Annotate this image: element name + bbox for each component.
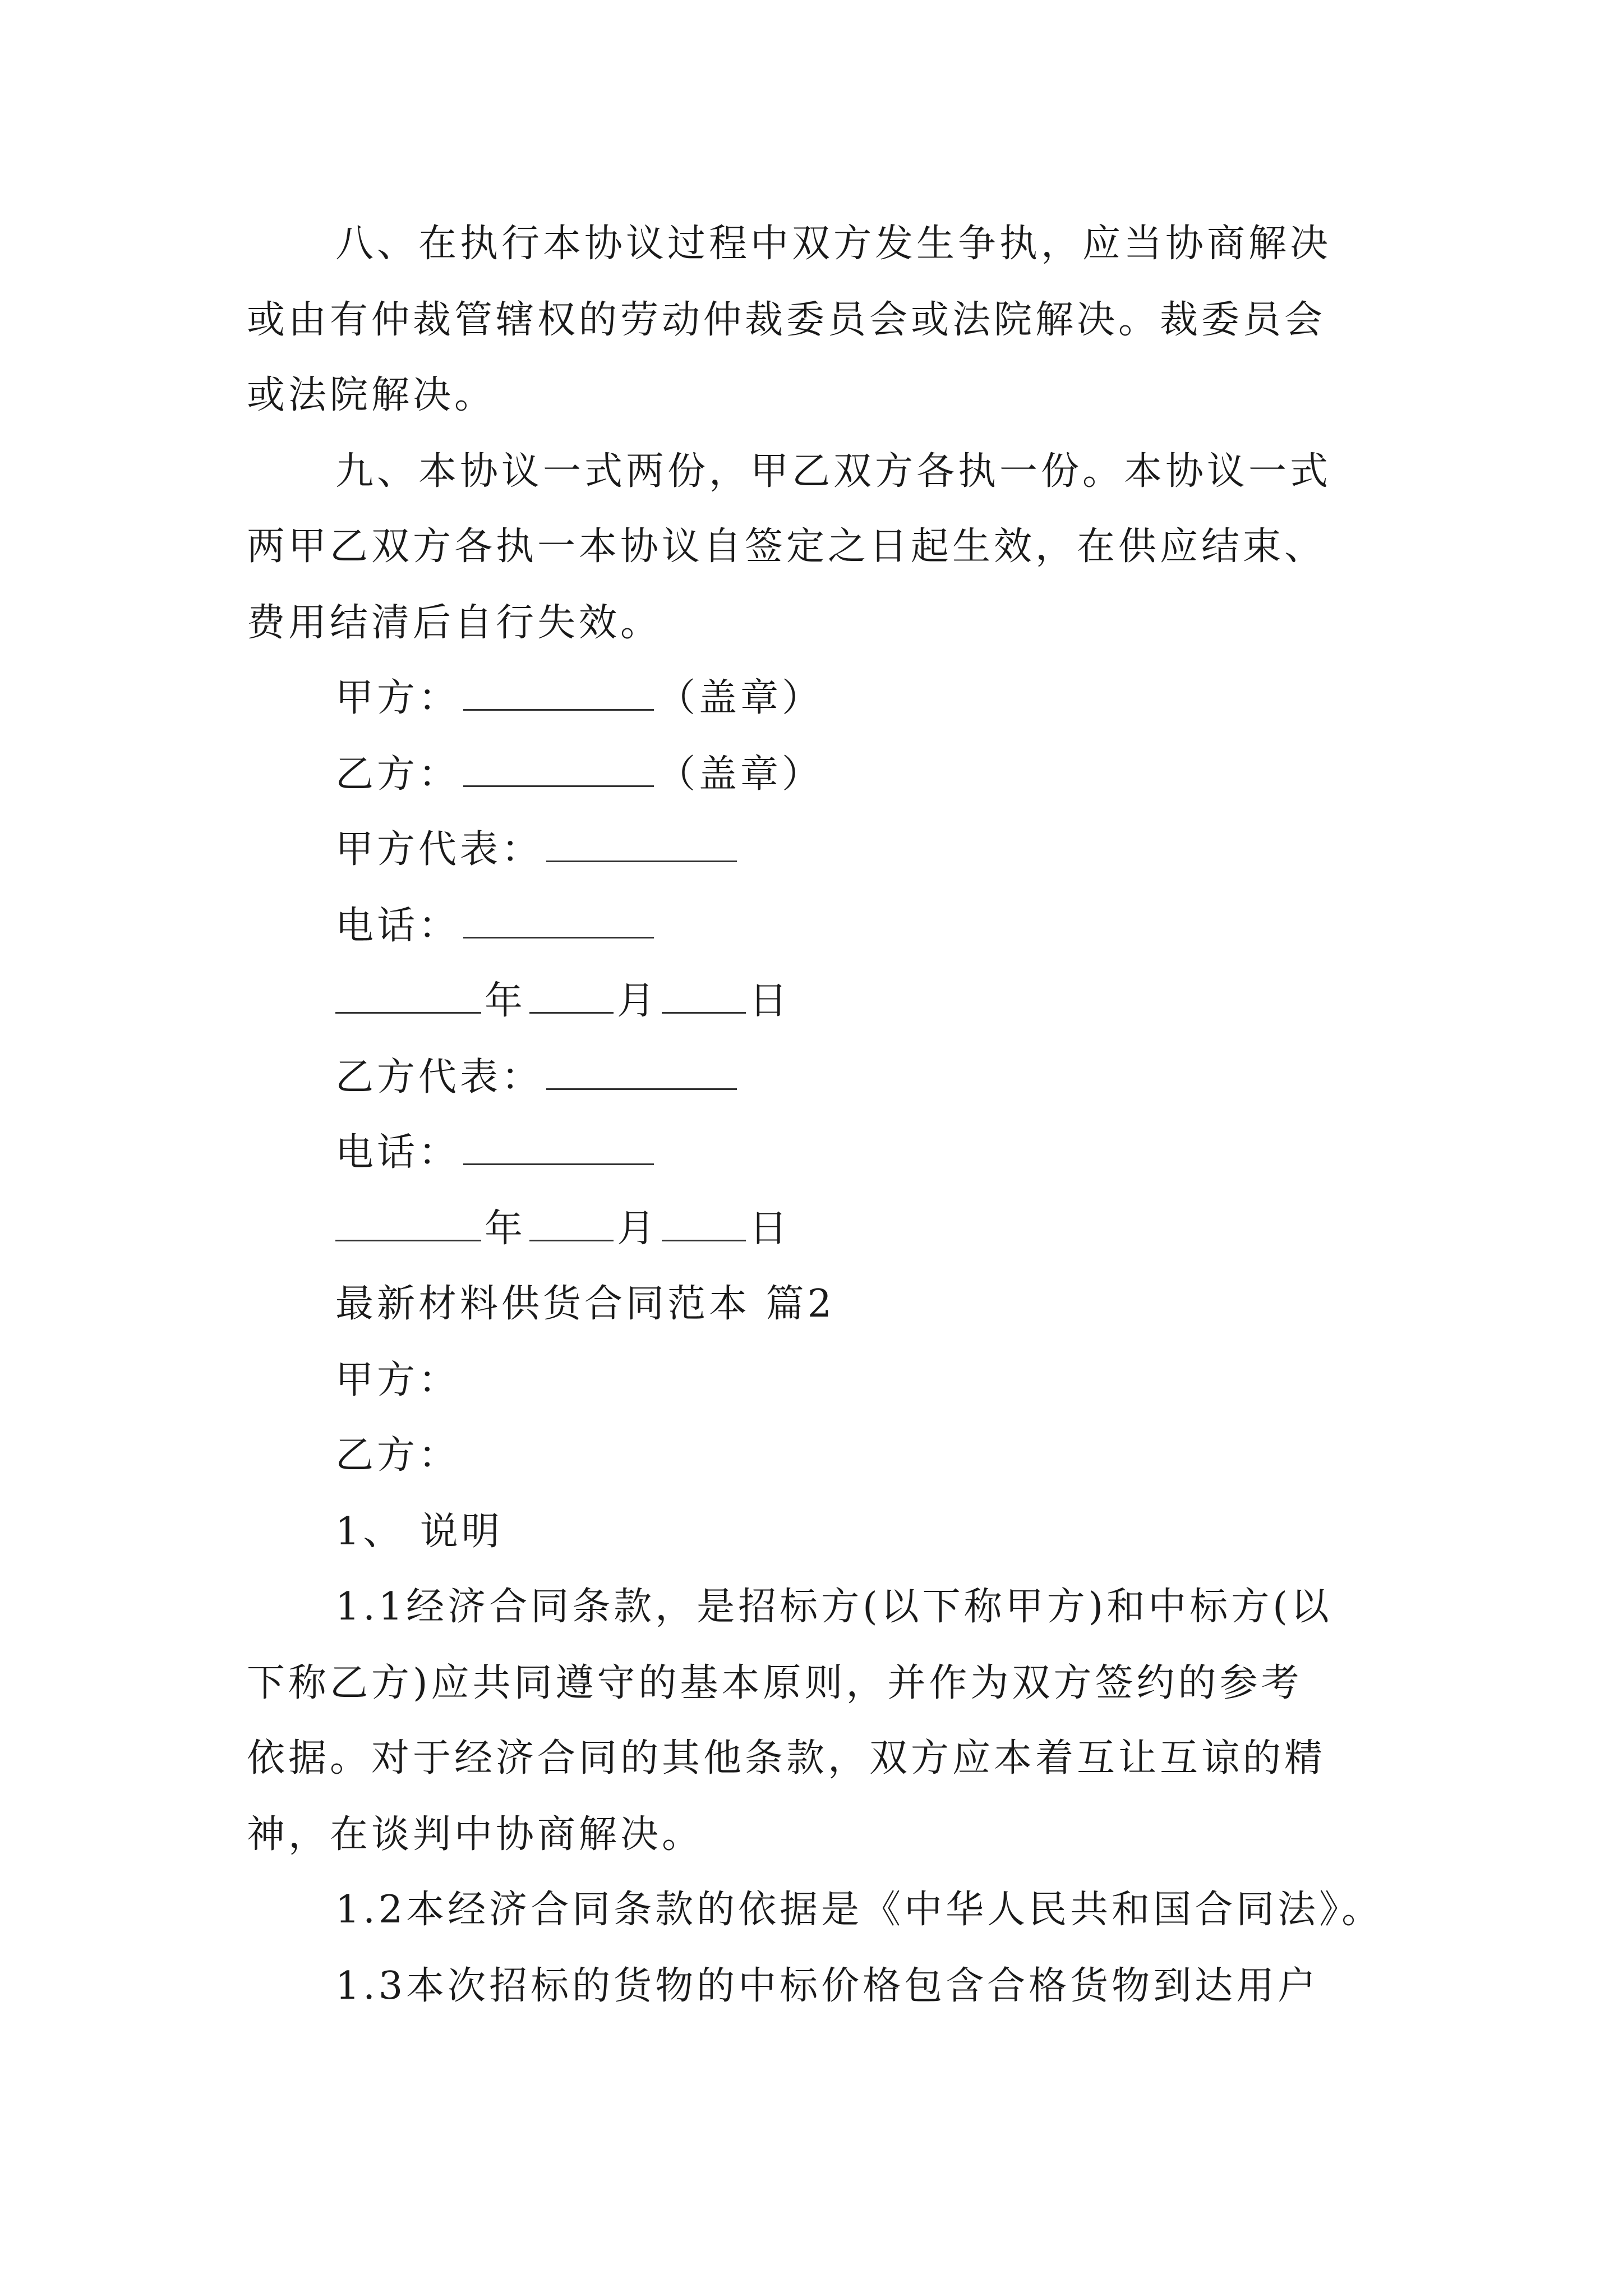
party-a-rep-row: [335, 825, 740, 875]
party-b-rep-row: [335, 1052, 740, 1103]
p11-line1: 1.1经济合同条款，是招标方(以下称甲方)和中标方(以: [335, 1585, 1332, 1629]
section9-line3: 费用结清后自行失效。: [247, 601, 662, 645]
part2-party-b: 乙方：: [335, 1433, 460, 1478]
p12: 1.2本经济合同条款的依据是《中华人民共和国合同法》。: [335, 1888, 1384, 1932]
section8-line3: 或法院解决。: [247, 373, 496, 417]
party-b-stamp: （盖章）: [657, 752, 824, 797]
date-a-day-blank: [662, 977, 746, 1014]
date-b-year-blank: [335, 1205, 481, 1241]
section9-line2: 两甲乙双方各执一本协议自签定之日起生效，在供应结束、: [247, 524, 1326, 569]
date-b-row: [335, 1204, 791, 1254]
p11-line2: 下称乙方)应共同遵守的基本原则，并作为双方签约的参考: [247, 1661, 1303, 1705]
section1-title: 1、 说明: [335, 1510, 503, 1554]
p11-line4: 神，在谈判中协商解决。: [247, 1812, 704, 1857]
date-a-row: [335, 976, 791, 1027]
date-b-month-blank: [529, 1205, 614, 1241]
date-a-month: 月: [617, 979, 659, 1023]
section8-line1: 八、在执行本协议过程中双方发生争执，应当协商解决: [335, 222, 1332, 266]
section9-line1: 九、本协议一式两份，甲乙双方各执一份。本协议一式: [335, 449, 1332, 494]
p11-line3: 依据。对于经济合同的其他条款，双方应本着互让互谅的精: [247, 1736, 1326, 1780]
part2-heading: 最新材料供货合同范本 篇2: [335, 1282, 835, 1326]
phone-b-label: 电话：: [335, 1130, 460, 1175]
date-a-year-blank: [335, 977, 481, 1014]
party-a-rep-blank: [546, 826, 737, 862]
phone-b-row: [335, 1128, 657, 1178]
p13: 1.3本次招标的货物的中标价格包含合格货物到达用户: [335, 1964, 1320, 2008]
party-a-label: 甲方：: [335, 676, 460, 720]
date-a-month-blank: [529, 977, 614, 1014]
phone-a-label: 电话：: [335, 904, 460, 948]
party-a-sign-row: [335, 673, 823, 724]
party-a-stamp: （盖章）: [657, 676, 824, 720]
party-b-rep-blank: [546, 1053, 737, 1090]
date-b-month: 月: [617, 1207, 659, 1251]
party-b-blank: [463, 751, 654, 787]
date-a-year: 年: [485, 979, 527, 1023]
party-b-rep-label: 乙方代表：: [335, 1055, 543, 1099]
party-a-blank: [463, 674, 654, 711]
date-b-year: 年: [485, 1207, 527, 1251]
section8-line2: 或由有仲裁管辖权的劳动仲裁委员会或法院解决。裁委员会: [247, 298, 1326, 342]
phone-a-blank: [463, 902, 654, 938]
date-a-day: 日: [749, 979, 791, 1023]
part2-party-a: 甲方：: [335, 1358, 460, 1402]
party-b-sign-row: [335, 749, 823, 800]
phone-a-row: [335, 901, 657, 951]
party-a-rep-label: 甲方代表：: [335, 827, 543, 872]
date-b-day: 日: [749, 1207, 791, 1251]
phone-b-blank: [463, 1129, 654, 1165]
date-b-day-blank: [662, 1205, 746, 1241]
party-b-label: 乙方：: [335, 752, 460, 797]
